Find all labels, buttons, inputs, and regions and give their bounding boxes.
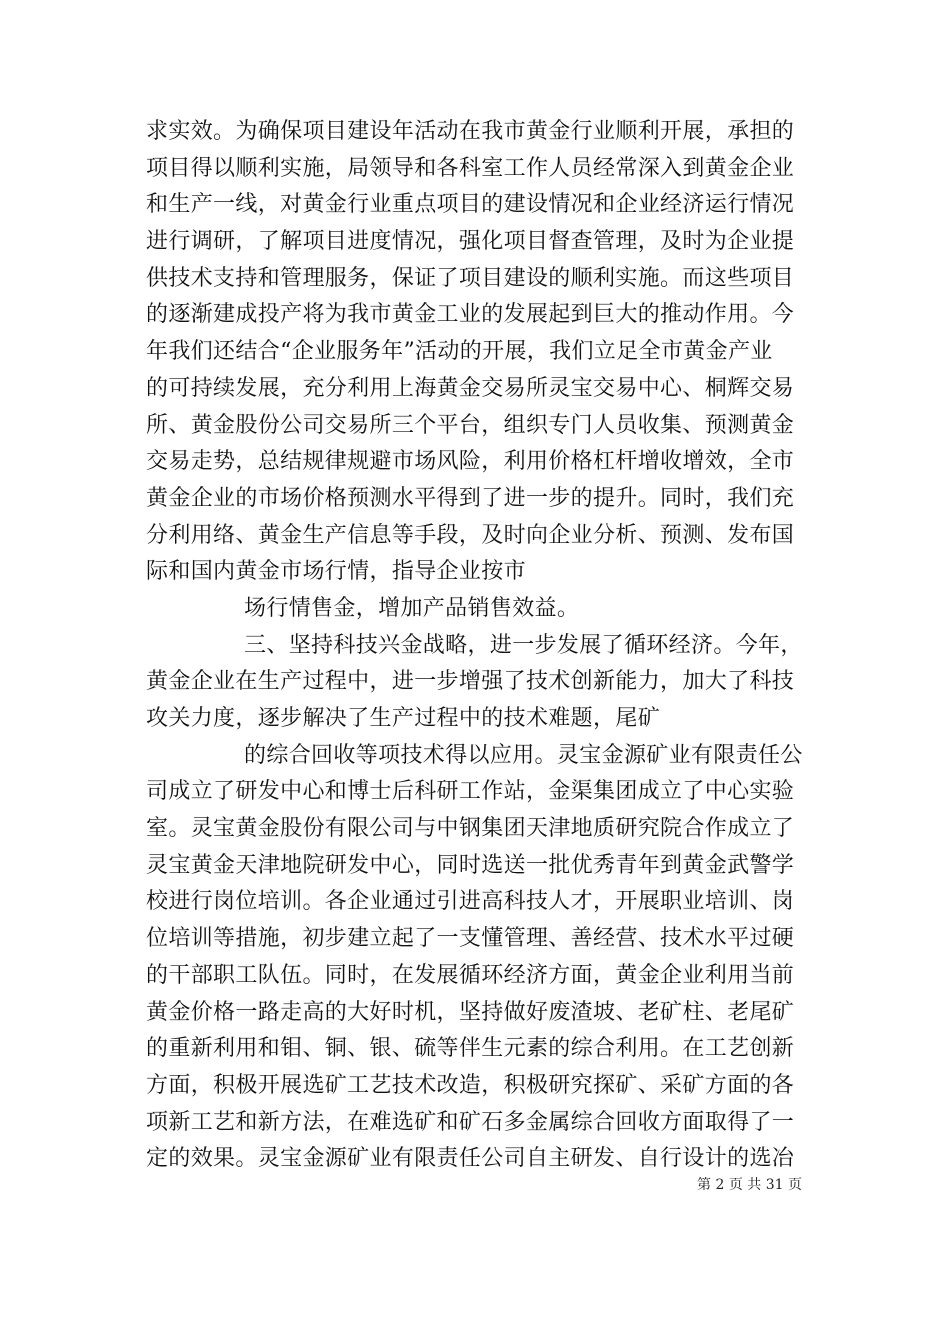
text-line: 项新工艺和新方法，在难选矿和矿石多金属综合回收方面取得了一	[146, 1109, 795, 1135]
text-line: 方面，积极开展选矿工艺技术改造，积极研究探矿、采矿方面的各	[146, 1072, 795, 1098]
text-line: 位培训等措施，初步建立起了一支懂管理、善经营、技术水平过硬	[146, 926, 795, 952]
text-line: 黄金企业在生产过程中，进一步增强了技术创新能力，加大了科技	[146, 669, 795, 695]
text-line: 和生产一线，对黄金行业重点项目的建设情况和企业经济运行情况	[146, 192, 795, 218]
text-line: 际和国内黄金市场行情，指导企业按市	[146, 559, 526, 585]
body-text	[146, 114, 816, 1178]
text-line: 三、坚持科技兴金战略，进一步发展了循环经济。今年，	[244, 632, 803, 658]
text-line: 室。灵宝黄金股份有限公司与中钢集团天津地质研究院合作成立了	[146, 816, 795, 842]
text-line: 灵宝黄金天津地院研发中心，同时选送一批优秀青年到黄金武警学	[146, 852, 795, 878]
text-line: 校进行岗位培训。各企业通过引进高科技人才，开展职业培训、岗	[146, 889, 795, 915]
text-line: 的逐渐建成投产将为我市黄金工业的发展起到巨大的推动作用。今	[146, 302, 795, 328]
text-line: 的干部职工队伍。同时，在发展循环经济方面，黄金企业利用当前	[146, 962, 795, 988]
text-line: 的可持续发展，充分利用上海黄金交易所灵宝交易中心、桐辉交易	[146, 375, 795, 401]
text-line: 进行调研，了解项目进度情况，强化项目督查管理，及时为企业提	[146, 229, 795, 255]
text-line: 年我们还结合“企业服务年”活动的开展，我们立足全市黄金产业	[146, 339, 773, 365]
text-line: 求实效。为确保项目建设年活动在我市黄金行业顺利开展，承担的	[146, 119, 795, 144]
text-line: 定的效果。灵宝金源矿业有限责任公司自主研发、自行设计的选冶	[146, 1146, 795, 1172]
text-line: 黄金企业的市场价格预测水平得到了进一步的提升。同时，我们充	[146, 485, 795, 511]
text-line: 项目得以顺利实施，局领导和各科室工作人员经常深入到黄金企业	[146, 155, 795, 181]
text-line: 场行情售金，增加产品销售效益。	[244, 595, 580, 621]
text-line: 司成立了研发中心和博士后科研工作站，金渠集团成立了中心实验	[146, 779, 795, 805]
text-line: 分利用络、黄金生产信息等手段，及时向企业分析、预测、发布国	[146, 522, 795, 548]
text-line: 黄金价格一路走高的大好时机，坚持做好废渣坡、老矿柱、老尾矿	[146, 999, 795, 1025]
text-line: 所、黄金股份公司交易所三个平台，组织专门人员收集、预测黄金	[146, 412, 795, 438]
text-line: 的综合回收等项技术得以应用。灵宝金源矿业有限责任公	[244, 742, 803, 768]
text-line: 供技术支持和管理服务，保证了项目建设的顺利实施。而这些项目	[146, 265, 795, 291]
text-line: 的重新利用和钼、铜、银、硫等伴生元素的综合利用。在工艺创新	[146, 1036, 795, 1062]
text-line: 攻关力度，逐步解决了生产过程中的技术难题，尾矿	[146, 706, 661, 731]
page-number: 第 2 页 共 31 页	[697, 1177, 802, 1193]
text-line: 交易走势，总结规律规避市场风险，利用价格杠杆增收增效，全市	[146, 449, 795, 475]
